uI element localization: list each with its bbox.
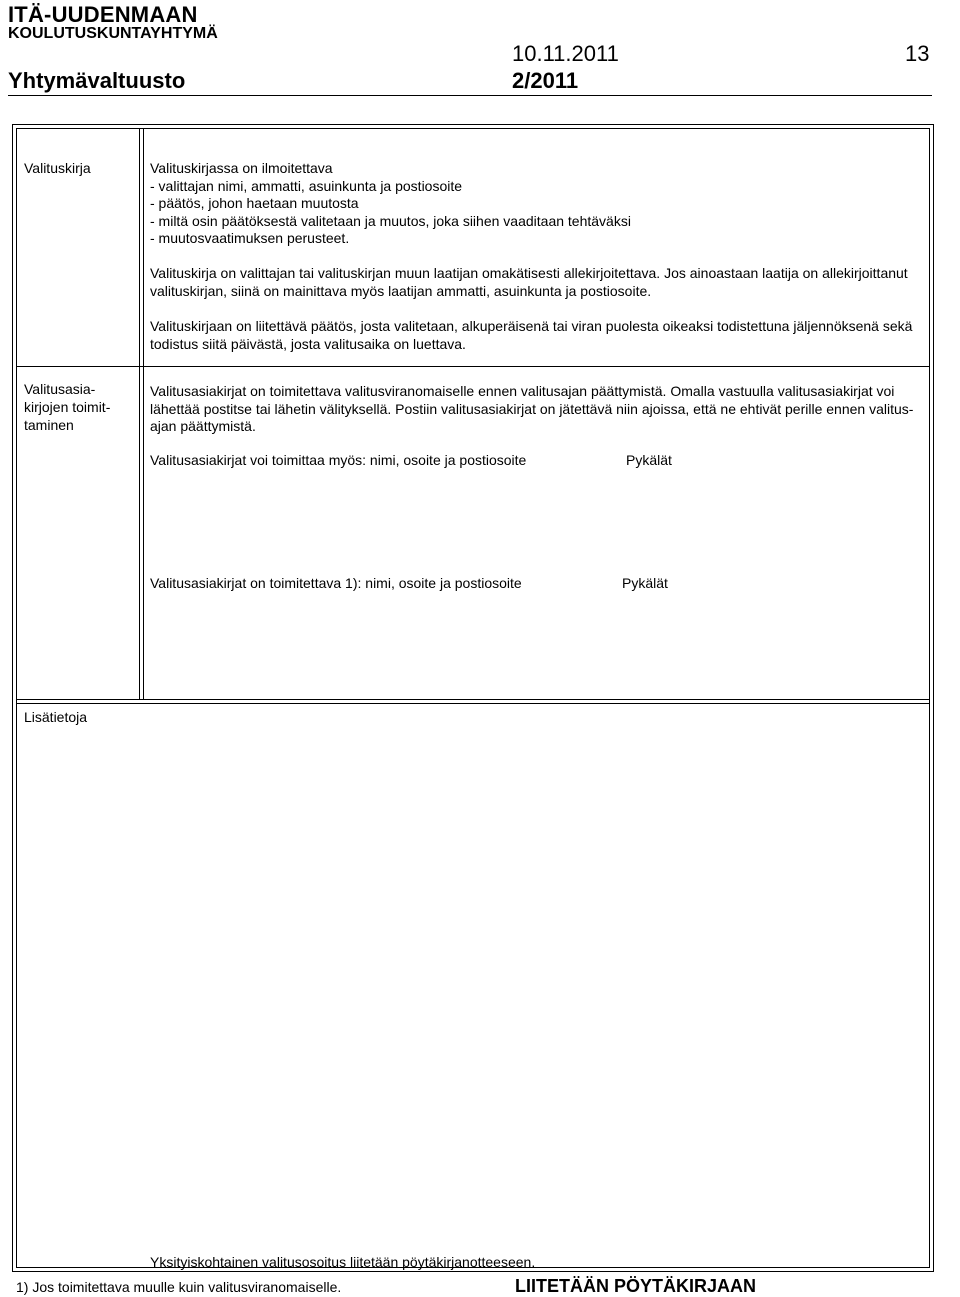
- column-divider: [139, 128, 140, 699]
- section-label-toimittaminen: Valitusasia- kirjojen toimit- taminen: [24, 381, 111, 433]
- paragraph-line: Valituskirja on valittajan tai valituskirjan muun laatijan omakätisesti allekirjoitettava. Jos ainoastaan laatija on allekirjoittanut: [150, 265, 908, 281]
- organization-subname: KOULUTUSKUNTAYHTYMÄ: [8, 25, 218, 42]
- valituskirja-list: [150, 160, 631, 248]
- signature-paragraph: [150, 265, 908, 300]
- column-divider-inner: [143, 128, 144, 699]
- row-divider-2: [16, 699, 930, 700]
- attachment-paragraph: [150, 318, 912, 353]
- paragraph-line: lähettää postitse tai lähetin välityksellä. Postiin valitusasiakirjat on jätettävä niin ajoissa, että ne ehtivät perille ennen valitus-: [150, 400, 914, 417]
- paragraph-line: ajan päättymistä.: [150, 418, 256, 434]
- required-recipient-field: Valitusasiakirjat on toimitettava 1): nimi, osoite ja postiosoite: [150, 575, 522, 591]
- council-name: Yhtymävaltuusto: [8, 68, 186, 93]
- paragraph-line: valituskirjan, siinä on mainittava myös laatijan ammatti, asuinkunta ja postiosoite.: [150, 282, 652, 299]
- row-divider-2-inner: [16, 703, 930, 704]
- list-item: - päätös, johon haetaan muutosta: [150, 195, 359, 211]
- meeting-date: 10.11.2011: [512, 41, 619, 66]
- row-divider-1: [16, 366, 930, 367]
- header-divider: [8, 95, 932, 96]
- alternate-recipient-sections: Pykälät: [626, 452, 672, 468]
- organization-name: ITÄ-UUDENMAAN: [8, 2, 198, 27]
- section-label-valituskirja: Valituskirja: [24, 160, 91, 176]
- paragraph-line: todistus siitä päivästä, josta valitusaika on luettava.: [150, 335, 466, 352]
- paragraph-line: Valitusasiakirjat on toimitettava valitusviranomaiselle ennen valitusajan päättymistä. Omalla vastuulla valitusasiakirjat voi: [150, 383, 895, 399]
- issue-number: 2/2011: [512, 68, 579, 93]
- section-label-lisatietoja: Lisätietoja: [24, 709, 88, 725]
- delivery-paragraph: [150, 383, 913, 436]
- list-item: - muutosvaatimuksen perusteet.: [150, 230, 350, 246]
- list-intro: Valituskirjassa on ilmoitettava: [150, 160, 333, 176]
- paragraph-line: Valituskirjaan on liitettävä päätös, josta valitetaan, alkuperäisenä tai viran puolesta oikeaksi todistettuna jäljennöksenä sekä: [150, 318, 913, 334]
- page-number: 13: [905, 41, 930, 66]
- footnote: 1) Jos toimitettava muulle kuin valitusviranomaiselle.: [16, 1279, 342, 1295]
- list-item: - valittajan nimi, ammatti, asuinkunta ja postiosoite: [150, 177, 463, 194]
- attach-notice: LIITETÄÄN PÖYTÄKIRJAAN: [515, 1276, 757, 1296]
- list-item: - miltä osin päätöksestä valitetaan ja muutos, joka siihen vaaditaan tehtäväksi: [150, 212, 631, 229]
- alternate-recipient-field: Valitusasiakirjat voi toimittaa myös: nimi, osoite ja postiosoite: [150, 452, 527, 468]
- detailed-appeal-note: Yksityiskohtainen valitusosoitus liitetään pöytäkirjanotteeseen.: [150, 1254, 536, 1270]
- required-recipient-sections: Pykälät: [622, 575, 668, 591]
